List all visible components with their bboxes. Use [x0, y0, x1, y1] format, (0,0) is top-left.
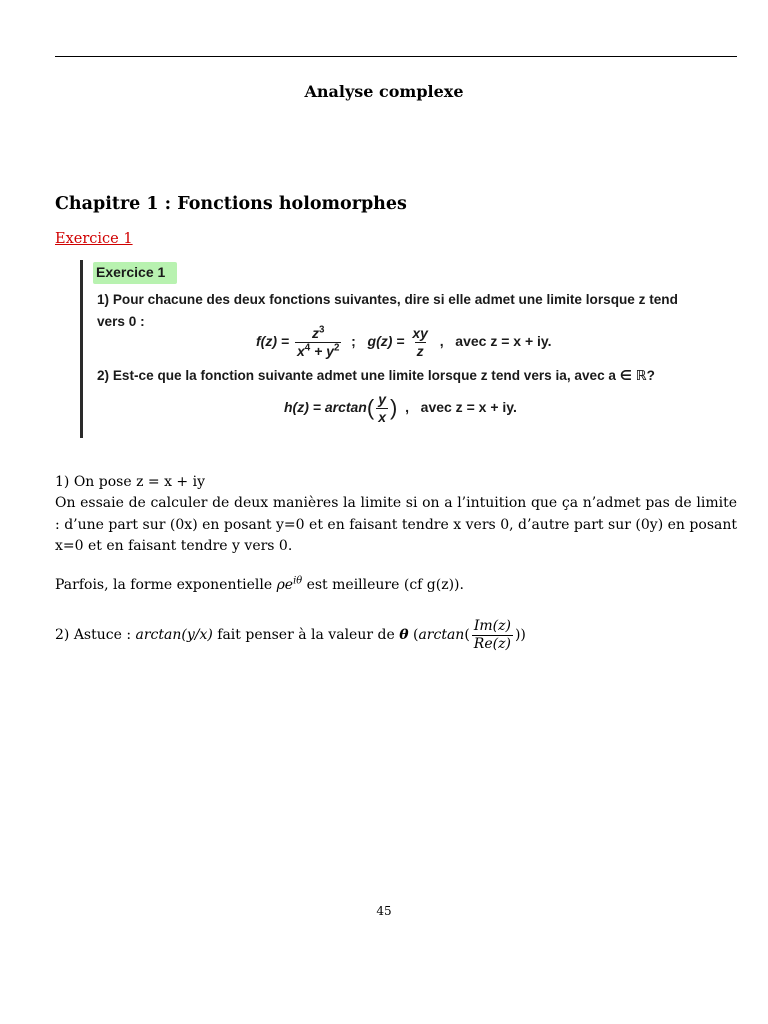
- header-rule: [55, 56, 737, 57]
- scan-exercise-heading: Exercice 1: [96, 264, 166, 280]
- scan-question-2: 2) Est-ce que la fonction suivante admet une limite lorsque z tend vers ia, avec a ∈ ℝ?: [97, 368, 655, 383]
- formula-f-g: f(z) = $\frac{z^3}{x^4 + y^2}$ ; g(z) = $\frac{xy}{z}$ , avec z = x + iy.: [256, 324, 552, 359]
- scan-left-bar: [80, 260, 83, 438]
- chapter-heading: Chapitre 1 : Fonctions holomorphes: [55, 194, 407, 214]
- exercise-link[interactable]: Exercice 1: [55, 231, 133, 247]
- paragraph-hint: 2) Astuce : arctan(y/x) fait penser à la valeur de θ (arctan( $\frac{Im(z)}{Re(z)}$ )): [55, 618, 526, 652]
- fraction-im-re: $\frac{Im(z)}{Re(z)}$: [473, 618, 511, 652]
- paragraph-exponential: Parfois, la forme exponentielle $\rho e^{i\theta}$ est meilleure (cf g(z)).: [55, 575, 464, 593]
- formula-h: h(z) = arctan( $\frac{y}{x}$ ) , avec z = x + iy.: [284, 391, 517, 425]
- page-title: Analyse complexe: [304, 82, 464, 101]
- scan-question-1-line-2: vers 0 :: [97, 314, 145, 329]
- scan-question-1-line-1: 1) Pour chacune des deux fonctions suivantes, dire si elle admet une limite lorsque z tend: [97, 292, 678, 307]
- fraction-f: $\frac{z^3}{x^4 + y^2}$: [296, 324, 340, 359]
- paragraph-pose: 1) On pose z = x + iy: [55, 474, 205, 490]
- scanned-exercise-image: [72, 254, 760, 454]
- fraction-g: $\frac{xy}{z}$: [412, 325, 428, 359]
- fraction-h: $\frac{y}{x}$: [378, 391, 386, 425]
- page-number: 45: [376, 904, 392, 918]
- paragraph-method: On essaie de calculer de deux manières la limite si on a l’intuition que ça n’admet pas de limite : d’une part sur (0x) en posant y=0 et en faisant tendre x vers 0, d’autre part sur (0y) en posant x=0 et en faisant tendre y vers 0.: [55, 495, 737, 554]
